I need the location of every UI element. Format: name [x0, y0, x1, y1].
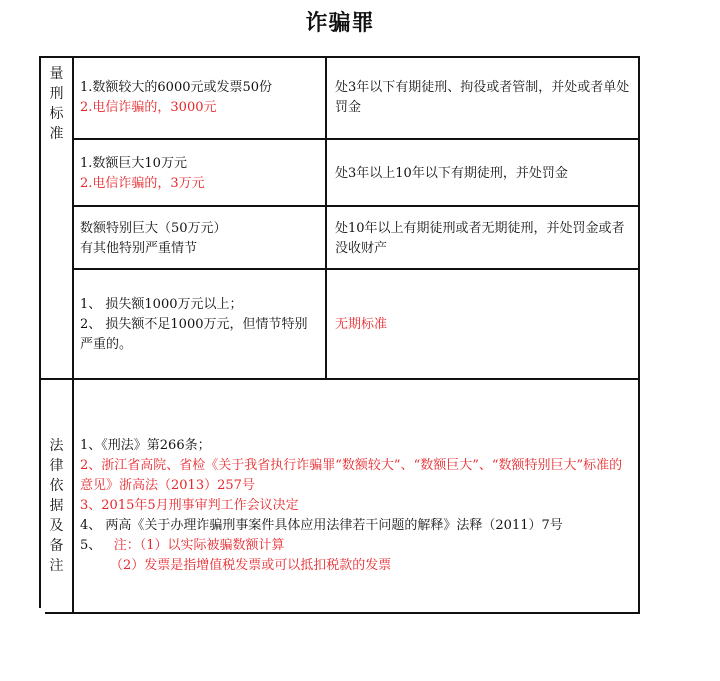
- row-divider-3: [72, 268, 640, 270]
- criteria-cell-row-4: [80, 295, 320, 355]
- label-char: 标: [49, 106, 64, 122]
- row-divider-2: [72, 205, 640, 207]
- criteria-line: 1.数额巨大10万元: [80, 156, 187, 171]
- penalty-cell-row-3: 处10年以上有期徒刑或者无期徒刑，并处罚金或者没收财产: [335, 221, 625, 256]
- legal-item-4: 4、 两高《关于办理诈骗刑事案件具体应用法律若干问题的解释》法释（2011）7号: [80, 518, 563, 533]
- criteria-line: 数额特别巨大（50万元）: [80, 221, 227, 236]
- note-1: 注：（1）以实际被骗数额计算: [113, 538, 285, 553]
- legal-basis-label: [40, 436, 73, 576]
- table-border-bottom: [45, 612, 640, 614]
- criteria-line: 1.数额较大的6000元或发票50份: [80, 80, 273, 95]
- label-char: 准: [49, 126, 64, 142]
- table-border-right: [638, 56, 640, 613]
- label-char: 注: [49, 558, 64, 574]
- criteria-line: 有其他特别严重情节: [80, 241, 198, 256]
- middle-column-divider: [325, 56, 327, 378]
- criteria-cell-row-1: [80, 78, 320, 118]
- label-char: 律: [49, 458, 64, 474]
- criteria-cell-row-3: [80, 219, 320, 259]
- penalty-cell-row-1: 处3年以下有期徒刑、拘役或者管制，并处或者单处罚金: [335, 80, 630, 115]
- legal-item-2: 2、浙江省高院、省检《关于我省执行诈骗罪“数额较大”、“数额巨大”、“数额特别巨大”标准的意见》浙高法（2013）257号: [80, 458, 623, 493]
- criteria-cell-row-2: [80, 154, 320, 194]
- sentencing-standard-label: [40, 64, 73, 144]
- row-divider-1: [72, 138, 640, 140]
- criteria-line-highlighted: 2.电信诈骗的，3000元: [80, 100, 217, 115]
- section-divider: [39, 378, 640, 380]
- document-title: 诈骗罪: [305, 11, 375, 36]
- label-char: 刑: [49, 86, 64, 102]
- legal-item-3: 3、2015年5月刑事审判工作会议决定: [80, 498, 299, 513]
- label-char: 备: [49, 538, 64, 554]
- label-char: 量: [49, 66, 64, 82]
- criteria-line-highlighted: 2.电信诈骗的，3万元: [80, 176, 205, 191]
- legal-basis-content: [80, 436, 635, 576]
- table-border-top: [39, 56, 640, 58]
- penalty-cell-row-4: 无期标准: [335, 317, 388, 332]
- penalty-cell-row-2: 处3年以上10年以下有期徒刑，并处罚金: [335, 166, 568, 181]
- label-char: 法: [49, 438, 64, 454]
- label-char: 及: [49, 518, 64, 534]
- legal-item-5: [80, 536, 635, 556]
- legal-item-1: 1、《刑法》第266条；: [80, 438, 211, 453]
- label-char: 依: [49, 478, 64, 494]
- fraud-sentencing-table: [39, 56, 640, 613]
- note-2: （2）发票是指增值税发票或可以抵扣税款的发票: [110, 558, 392, 573]
- label-char: 据: [49, 498, 64, 514]
- criteria-line: 1、 损失额1000万元以上；: [80, 297, 243, 312]
- criteria-line: 2、 损失额不足1000万元，但情节特别严重的。: [80, 317, 308, 352]
- legal-item-5-prefix: 5、: [80, 538, 102, 553]
